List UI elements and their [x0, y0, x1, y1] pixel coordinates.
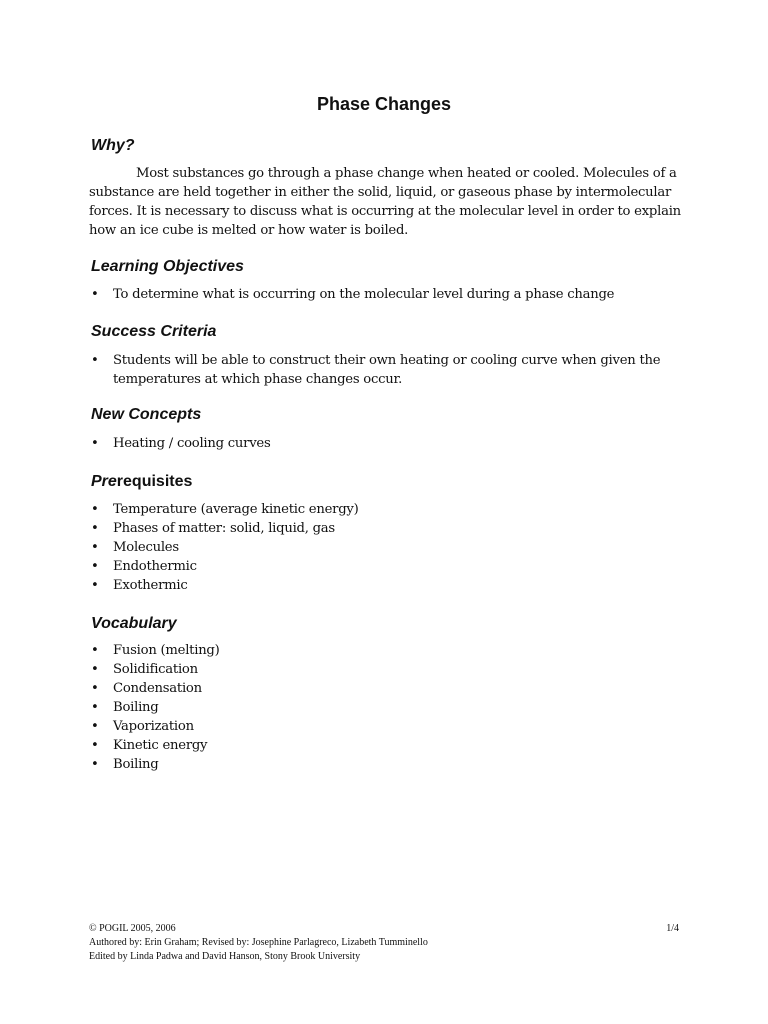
bullet-icon: • [91, 540, 99, 555]
list-item [91, 538, 691, 557]
list-item-text: Exothermic [113, 578, 188, 593]
list-item [91, 755, 691, 774]
list-item [91, 576, 691, 595]
bullet-icon: • [91, 662, 99, 677]
vocabulary-list [91, 641, 691, 774]
list-item-text: Molecules [113, 540, 179, 555]
bullet-icon: • [91, 521, 99, 536]
learning-objectives-heading: Learning Objectives [91, 258, 244, 275]
bullet-icon: • [91, 287, 99, 302]
bullet-icon: • [91, 578, 99, 593]
list-item-text: Boiling [113, 757, 159, 772]
bullet-icon: • [91, 502, 99, 517]
bullet-icon: • [91, 643, 99, 658]
list-item [91, 698, 691, 717]
bullet-icon: • [91, 700, 99, 715]
page-number: 1/4 [666, 923, 679, 934]
bullet-icon: • [91, 559, 99, 574]
learning-objectives-list [91, 285, 691, 304]
bullet-icon: • [91, 719, 99, 734]
list-item [91, 641, 691, 660]
list-item-text: Students will be able to construct their own heating or cooling curve when given the temperatures at which phase changes occur. [113, 353, 661, 387]
list-item [91, 285, 691, 304]
footer-authors: Authored by: Erin Graham; Revised by: Josephine Parlagreco, Lizabeth Tumminello [89, 937, 428, 948]
list-item [91, 736, 691, 755]
page-title: Phase Changes [316, 94, 452, 114]
list-item [91, 351, 676, 389]
why-heading: Why? [91, 137, 135, 154]
success-criteria-heading: Success Criteria [91, 323, 217, 340]
prerequisites-heading-rest: requisites [116, 473, 193, 490]
prerequisites-heading-italic: Pre [91, 473, 117, 490]
new-concepts-list [91, 434, 691, 453]
bullet-icon: • [91, 738, 99, 753]
prerequisites-list [91, 500, 691, 595]
list-item-text: Boiling [113, 700, 159, 715]
list-item-text: Endothermic [113, 559, 197, 574]
list-item [91, 519, 691, 538]
prerequisites-heading [91, 472, 192, 492]
list-item-text: To determine what is occurring on the molecular level during a phase change [113, 287, 615, 302]
list-item-text: Vaporization [113, 719, 194, 734]
list-item [91, 500, 691, 519]
list-item-text: Solidification [113, 662, 198, 677]
footer-editors: Edited by Linda Padwa and David Hanson, Stony Brook University [89, 951, 361, 962]
list-item [91, 434, 691, 453]
list-item [91, 679, 691, 698]
bullet-icon: • [91, 436, 99, 451]
bullet-icon: • [91, 681, 99, 696]
success-criteria-list [91, 351, 676, 389]
list-item [91, 557, 691, 576]
list-item-text: Kinetic energy [113, 738, 208, 753]
why-paragraph: Most substances go through a phase change when heated or cooled. Molecules of a substance are held together in either the solid, liquid, or gaseous phase by intermolecular forces. It is necessary to discuss what is occurring at the molecular level in order to explain how an ice cube is melted or how water is boiled. [89, 166, 681, 238]
list-item-text: Fusion (melting) [113, 643, 220, 658]
footer [89, 922, 679, 964]
new-concepts-heading: New Concepts [91, 406, 202, 423]
bullet-icon: • [91, 353, 99, 368]
footer-copyright: © POGIL 2005, 2006 [89, 923, 176, 934]
bullet-icon: • [91, 757, 99, 772]
list-item-text: Condensation [113, 681, 202, 696]
list-item-text: Phases of matter: solid, liquid, gas [113, 521, 335, 536]
list-item-text: Temperature (average kinetic energy) [113, 502, 359, 517]
list-item-text: Heating / cooling curves [113, 436, 271, 451]
vocabulary-heading: Vocabulary [91, 615, 177, 632]
list-item [91, 660, 691, 679]
list-item [91, 717, 691, 736]
